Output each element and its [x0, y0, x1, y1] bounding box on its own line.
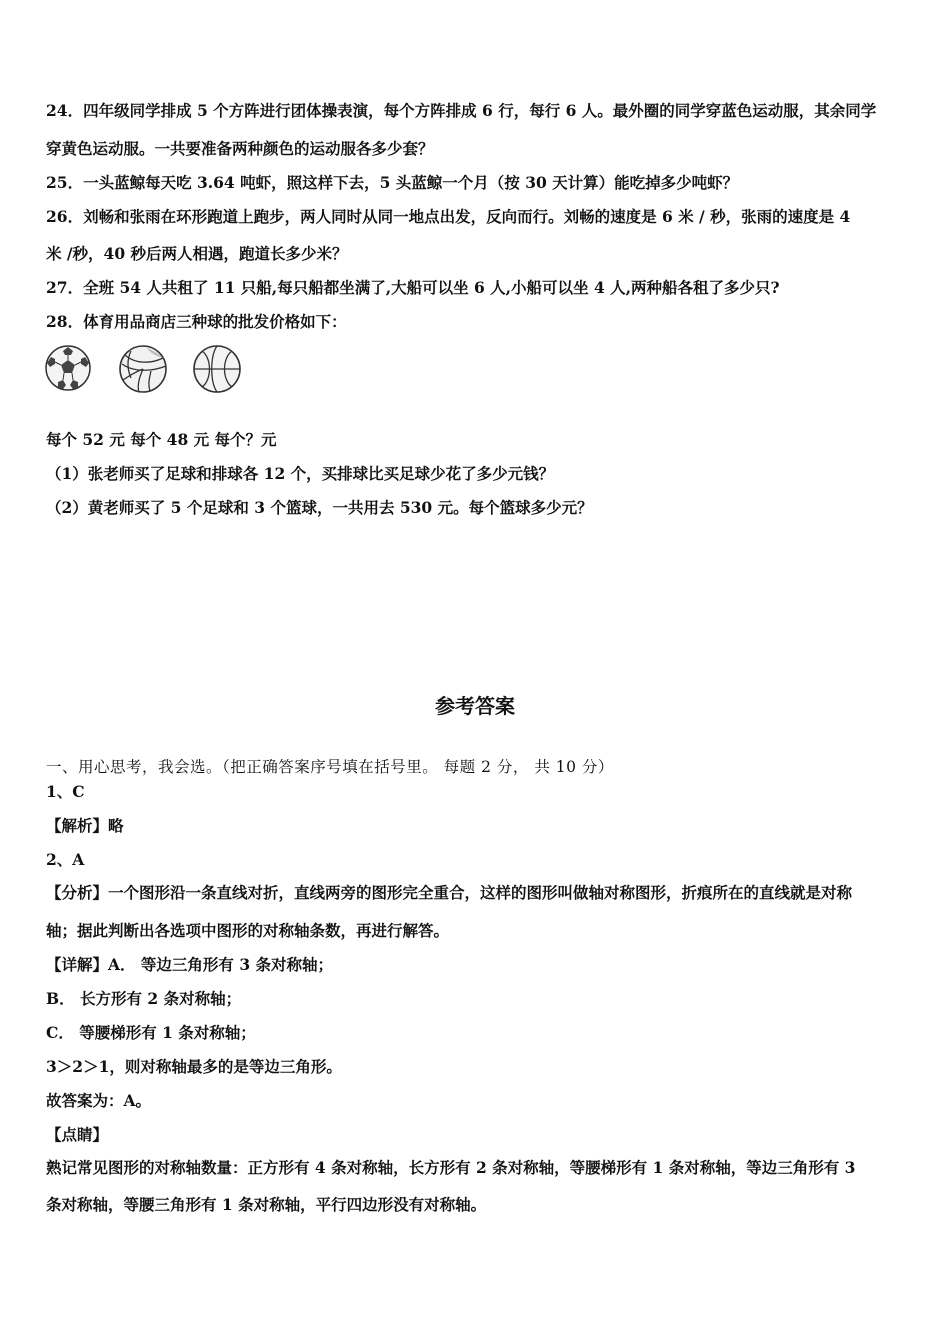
- answer-2-analysis-line2: 轴；据此判断出各选项中图形的对称轴条数，再进行解答。: [46, 921, 450, 940]
- question-28-sub2: （2）黄老师买了 5 个足球和 3 个篮球，一共用去 530 元。每个篮球多少元？: [46, 498, 593, 517]
- question-24-line2: 穿黄色运动服。一共要准备两种颜色的运动服各多少套？: [46, 139, 434, 158]
- answer-1: 1、C: [46, 782, 85, 801]
- answer-2-detail: 【详解】A． 等边三角形有 3 条对称轴；: [46, 955, 334, 974]
- soccer-ball-icon: [44, 344, 92, 392]
- answer-section-title: 参考答案: [435, 694, 515, 718]
- question-27: 27．全班 54 人共租了 11 只船,每只船都坐满了,大船可以坐 6 人,小船可以坐 4 人,两种船各租了多少只?: [46, 278, 780, 297]
- question-26-line1: 26．刘畅和张雨在环形跑道上跑步，两人同时从同一地点出发，反向而行。刘畅的速度是 6 米 / 秒，张雨的速度是 4: [46, 207, 851, 226]
- answer-1-analysis: 【解析】略: [46, 816, 124, 835]
- answer-2-option-c: C． 等腰梯形有 1 条对称轴；: [46, 1023, 256, 1042]
- answer-2-tip-line2: 条对称轴，等腰三角形有 1 条对称轴，平行四边形没有对称轴。: [46, 1195, 487, 1214]
- question-25: 25．一头蓝鲸每天吃 3.64 吨虾，照这样下去，5 头蓝鲸一个月（按 30 天计算）能吃掉多少吨虾？: [46, 173, 739, 192]
- price-labels: 每个 52 元 每个 48 元 每个？元: [46, 430, 277, 449]
- question-26-line2: 米 /秒，40 秒后两人相遇，跑道长多少米？: [46, 244, 348, 263]
- answer-2-compare: 3＞2＞1，则对称轴最多的是等边三角形。: [46, 1057, 342, 1076]
- answer-2: 2、A: [46, 850, 85, 869]
- answer-2-analysis-line1: 【分析】一个图形沿一条直线对折，直线两旁的图形完全重合，这样的图形叫做轴对称图形，折痕所在的直线就是对称: [46, 883, 853, 902]
- volleyball-icon: [117, 344, 169, 394]
- answer-2-conclusion: 故答案为：A。: [46, 1091, 152, 1110]
- basketball-icon: [192, 344, 242, 394]
- answer-2-tip-line1: 熟记常见图形的对称轴数量：正方形有 4 条对称轴，长方形有 2 条对称轴，等腰梯形有 1 条对称轴，等边三角形有 3: [46, 1158, 856, 1177]
- question-24-line1: 24．四年级同学排成 5 个方阵进行团体操表演，每个方阵排成 6 行，每行 6 人。最外圈的同学穿蓝色运动服，其余同学: [46, 101, 877, 120]
- answer-2-tip-heading: 【点睛】: [46, 1125, 109, 1144]
- question-28-sub1: （1）张老师买了足球和排球各 12 个，买排球比买足球少花了多少元钱？: [46, 464, 555, 483]
- section-1-heading: 一、用心思考，我会选。（把正确答案序号填在括号里。 每题 2 分， 共 10 分）: [46, 758, 614, 776]
- answer-2-option-b: B． 长方形有 2 条对称轴；: [46, 989, 242, 1008]
- question-28: 28．体育用品商店三种球的批发价格如下：: [46, 312, 347, 331]
